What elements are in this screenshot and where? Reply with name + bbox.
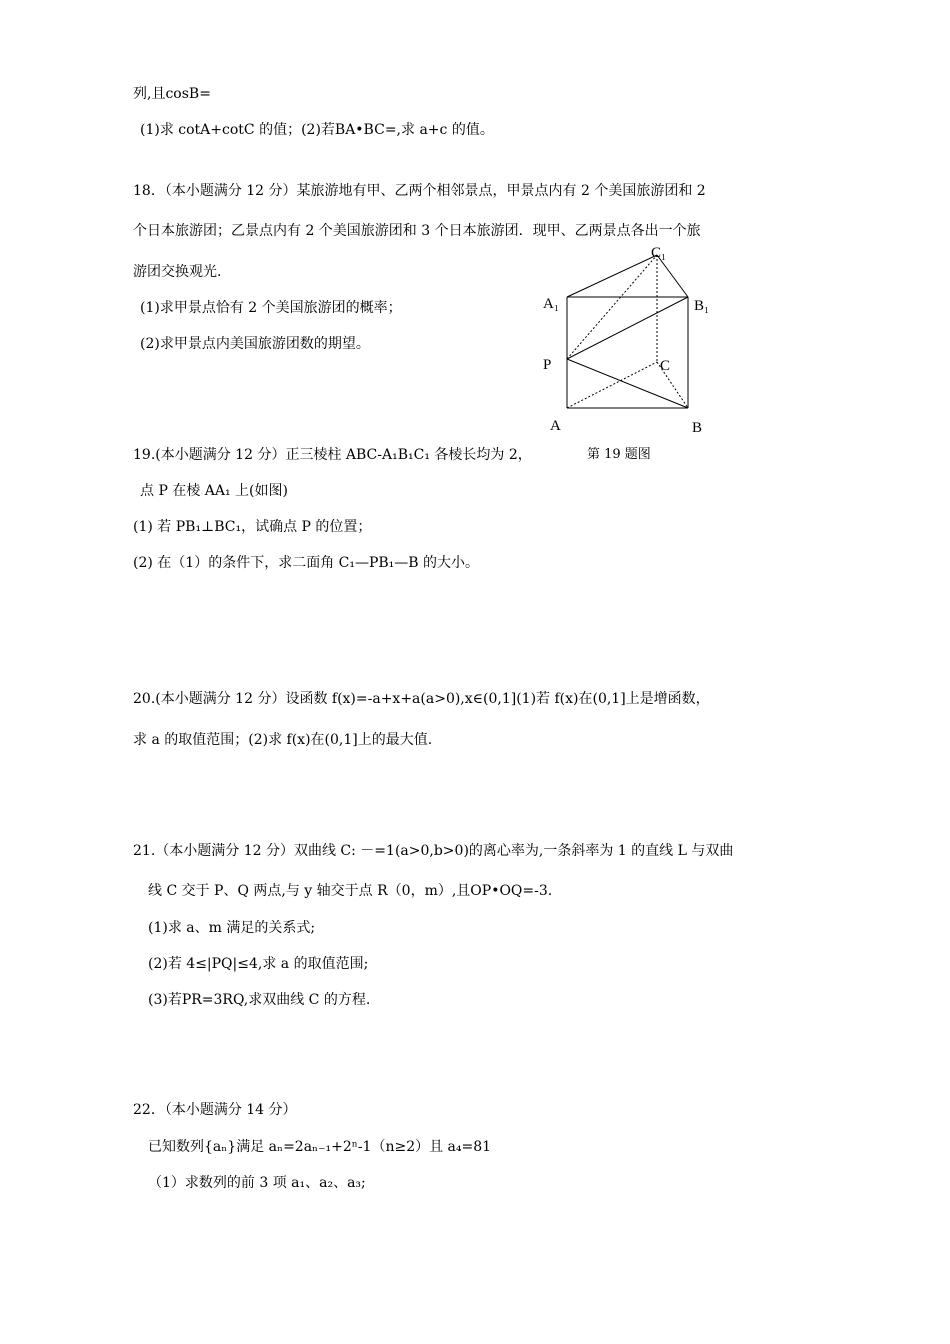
label-a1: A₁ (543, 296, 560, 312)
label-p: P (543, 357, 552, 373)
question-18-line: 18．（本小题满分 12 分）某旅游地有甲、乙两个相邻景点，甲景点内有 2 个美国旅游团和 2 (133, 183, 706, 199)
question-18-line: 个日本旅游团；乙景点内有 2 个美国旅游团和 3 个日本旅游团．现甲、乙两景点各出一个旅 (133, 223, 701, 239)
question-19-line: (2) 在（1）的条件下，求二面角 C₁—PB₁—B 的大小。 (133, 555, 480, 571)
edge-ac-hidden (567, 362, 657, 408)
question-21-line: (2)若 4≤|PQ|≤4,求 a 的取值范围; (148, 956, 369, 972)
question-22-line: （1）求数列的前 3 项 a₁、a₂、a₃; (148, 1175, 366, 1191)
question-18-line: (2)求甲景点内美国旅游团数的期望。 (140, 336, 370, 352)
figure-caption: 第 19 题图 (587, 447, 651, 462)
question-19-line: 点 P 在棱 AA₁ 上(如图) (140, 483, 288, 499)
question-20-line: 求 a 的取值范围；(2)求 f(x)在(0,1]上的最大值. (133, 732, 433, 748)
question-19-line: 19.(本小题满分 12 分）正三棱柱 ABC-A₁B₁C₁ 各棱长均为 2， (133, 447, 532, 463)
label-c1: C₁ (651, 245, 667, 261)
question-20-line: 20.(本小题满分 12 分）设函数 f(x)=-a+x+a(a>0),x∈(0,1](1)若 f(x)在(0,1]上是增函数， (133, 691, 710, 707)
question-22-line: 已知数列{aₙ}满足 aₙ=2aₙ₋₁+2ⁿ-1（n≥2）且 a₄=81 (148, 1139, 492, 1155)
question-19-line: (1) 若 PB₁⊥BC₁，试确点 P 的位置； (133, 519, 372, 535)
text-line: (1)求 cotA+cotC 的值；(2)若BA•BC=,求 a+c 的值。 (140, 122, 494, 138)
question-21-line: (3)若PR=3RQ,求双曲线 C 的方程. (148, 992, 371, 1008)
segment-pc1-hidden (567, 255, 657, 359)
question-21-line: 21.（本小题满分 12 分）双曲线 C: －=1(a>0,b>0)的离心率为,一条斜率为 1 的直线 L 与双曲 (133, 843, 734, 859)
label-b1: B₁ (694, 298, 710, 314)
question-22-line: 22．（本小题满分 14 分） (133, 1102, 297, 1118)
segment-pb1 (567, 297, 688, 359)
edge-a1c1 (567, 255, 657, 297)
label-c: C (660, 358, 671, 374)
question-21-line: 线 C 交于 P、Q 两点,与 y 轴交于点 R（0，m）,且OP•OQ=-3. (148, 883, 553, 899)
text-line: 列,且cosB= (133, 86, 211, 102)
question-18-line: 游团交换观光. (133, 264, 222, 280)
question-21-line: (1)求 a、m 满足的关系式; (148, 920, 316, 936)
question-18-line: (1)求甲景点恰有 2 个美国旅游团的概率； (140, 300, 402, 316)
label-b: B (692, 420, 703, 436)
label-a: A (550, 418, 561, 434)
